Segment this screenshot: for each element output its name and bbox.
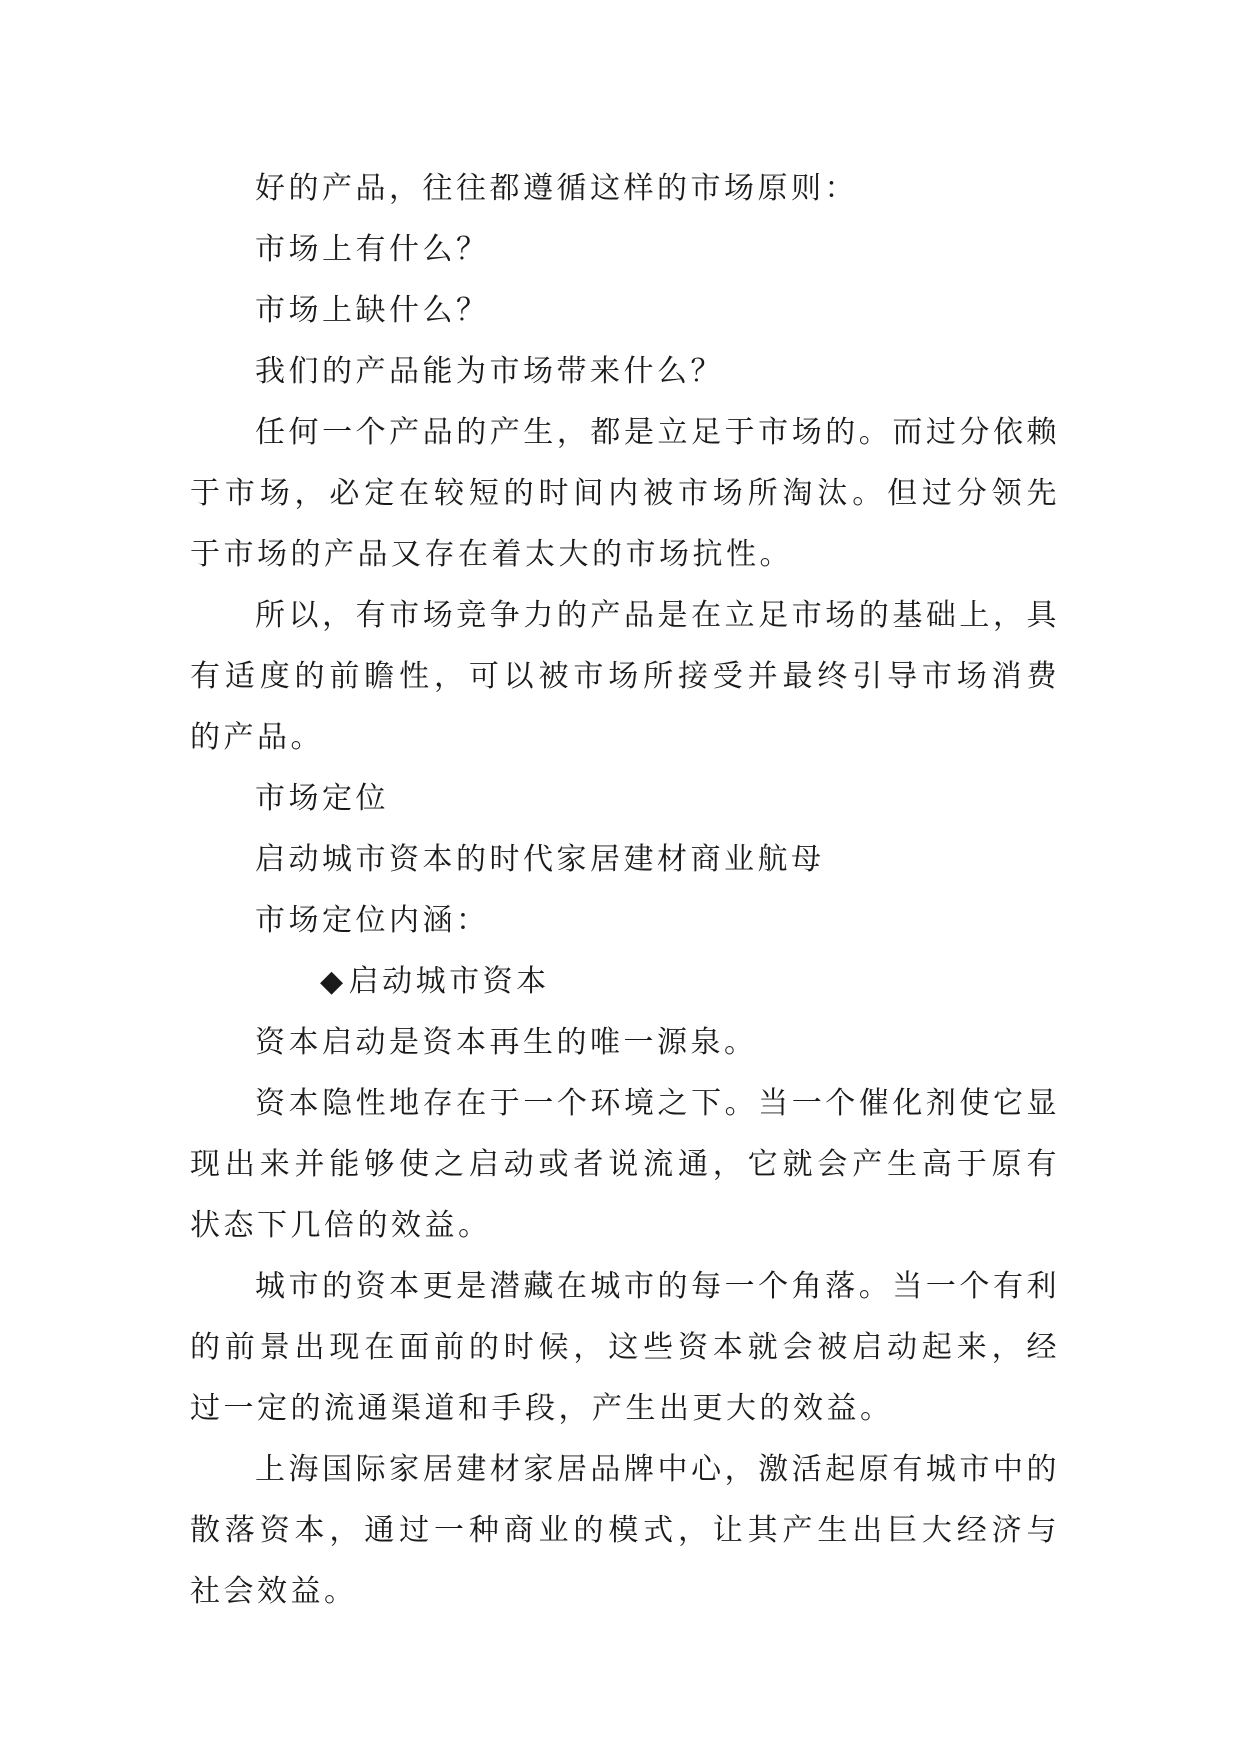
heading-positioning-connotation: 市场定位内涵： xyxy=(255,903,490,938)
heading-market-positioning: 市场定位 xyxy=(255,781,389,816)
paragraph-capital-hidden: 资本隐性地存在于一个环境之下。当一个催化剂使它显现出来并能够使之启动或者说流通，它就会产生高于原有状态下几倍的效益。 xyxy=(190,1086,1060,1243)
paragraph-question-what-brings: 我们的产品能为市场带来什么？ xyxy=(255,354,724,389)
paragraph-question-what-lacks: 市场上缺什么？ xyxy=(255,293,490,328)
paragraph-positioning-statement: 启动城市资本的时代家居建材商业航母 xyxy=(255,842,825,877)
bullet-item-label: 启动城市资本 xyxy=(348,964,550,999)
paragraph-market-principles: 好的产品，往往都遵循这样的市场原则： xyxy=(255,171,858,206)
bullet-item-start-city-capital xyxy=(190,951,1060,1012)
paragraph-shanghai-center: 上海国际家居建材家居品牌中心，激活起原有城市中的散落资本，通过一种商业的模式，让其产生出巨大经济与社会效益。 xyxy=(190,1452,1060,1609)
paragraph-competitive-product: 所以，有市场竞争力的产品是在立足市场的基础上，具有适度的前瞻性，可以被市场所接受并最终引导市场消费的产品。 xyxy=(190,598,1060,755)
paragraph-product-origin: 任何一个产品的产生，都是立足于市场的。而过分依赖于市场，必定在较短的时间内被市场所淘汰。但过分领先于市场的产品又存在着太大的市场抗性。 xyxy=(190,415,1060,572)
paragraph-question-what-exists: 市场上有什么？ xyxy=(255,232,490,267)
paragraph-capital-source: 资本启动是资本再生的唯一源泉。 xyxy=(255,1025,758,1060)
document-body xyxy=(190,158,1060,1622)
diamond-bullet-icon: ◆ xyxy=(320,964,347,999)
paragraph-city-capital: 城市的资本更是潜藏在城市的每一个角落。当一个有利的前景出现在面前的时候，这些资本就会被启动起来，经过一定的流通渠道和手段，产生出更大的效益。 xyxy=(190,1269,1060,1426)
